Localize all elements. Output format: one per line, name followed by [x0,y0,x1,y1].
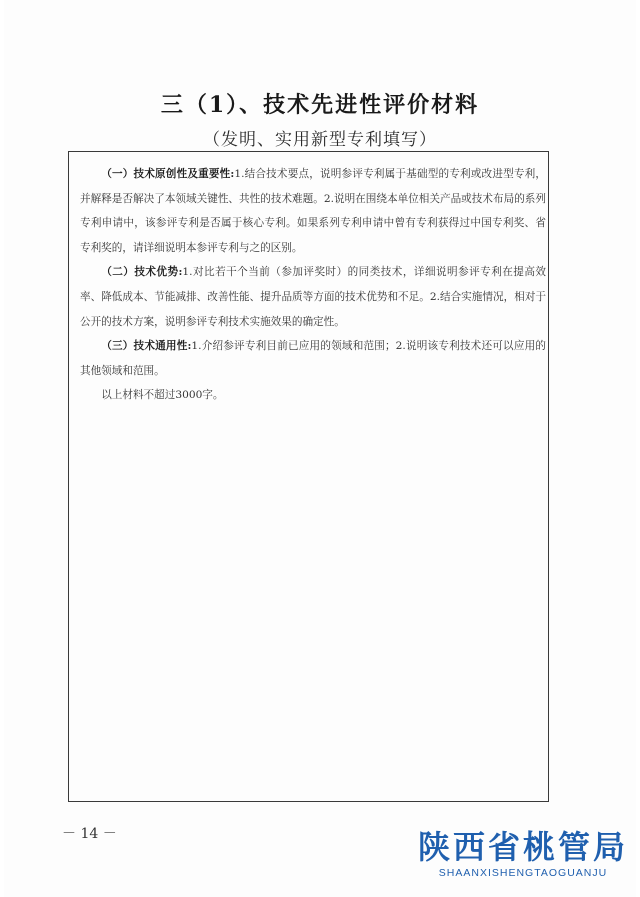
page-title: 三（1）、技术先进性评价材料 [160,92,480,118]
watermark-chinese: 陕西省桃管局 [418,828,629,866]
section-text: 1.介绍参评专利目前已应用的领域和范围；2.说明该专利技术还可以应用的其他领域和范围。 [80,340,546,377]
watermark-logo [418,830,628,879]
body-text [80,162,546,408]
section-heading: （三）技术通用性: [101,340,192,353]
page-subtitle: （发明、实用新型专利填写） [203,130,437,150]
page-number: － 14 － [62,826,117,842]
section-originality [80,162,546,260]
watermark-pinyin: SHAANXISHENGTAOGUANJU [438,867,608,879]
section-advantage [80,260,546,334]
section-heading: （二）技术优势: [101,266,183,279]
section-text: 1.对比若干个当前（参加评奖时）的同类技术，详细说明参评专利在提高效率、降低成本、节能减排、改善性能、提升品质等方面的技术优势和不足。2.结合实施情况，相对于公开的技术方案，说明参评专利技术实施效果的确定性。 [80,266,546,328]
word-limit-note: 以上材料不超过3000字。 [101,389,224,402]
section-heading: （一）技术原创性及重要性: [101,168,235,180]
section-text: 1.结合技术要点，说明参评专利属于基础型的专利或改进型专利，并解释是否解决了本领域关键性、共性的技术难题。2.说明在围绕本单位相关产品或技术布局的系列专利申请中，该参评专利是否属于核心专利。如果系列专利申请中曾有专利获得过中国专利奖、省专利奖的，请详细说明本参评专利与之的区别。 [80,168,546,254]
section-applicability [80,334,546,383]
